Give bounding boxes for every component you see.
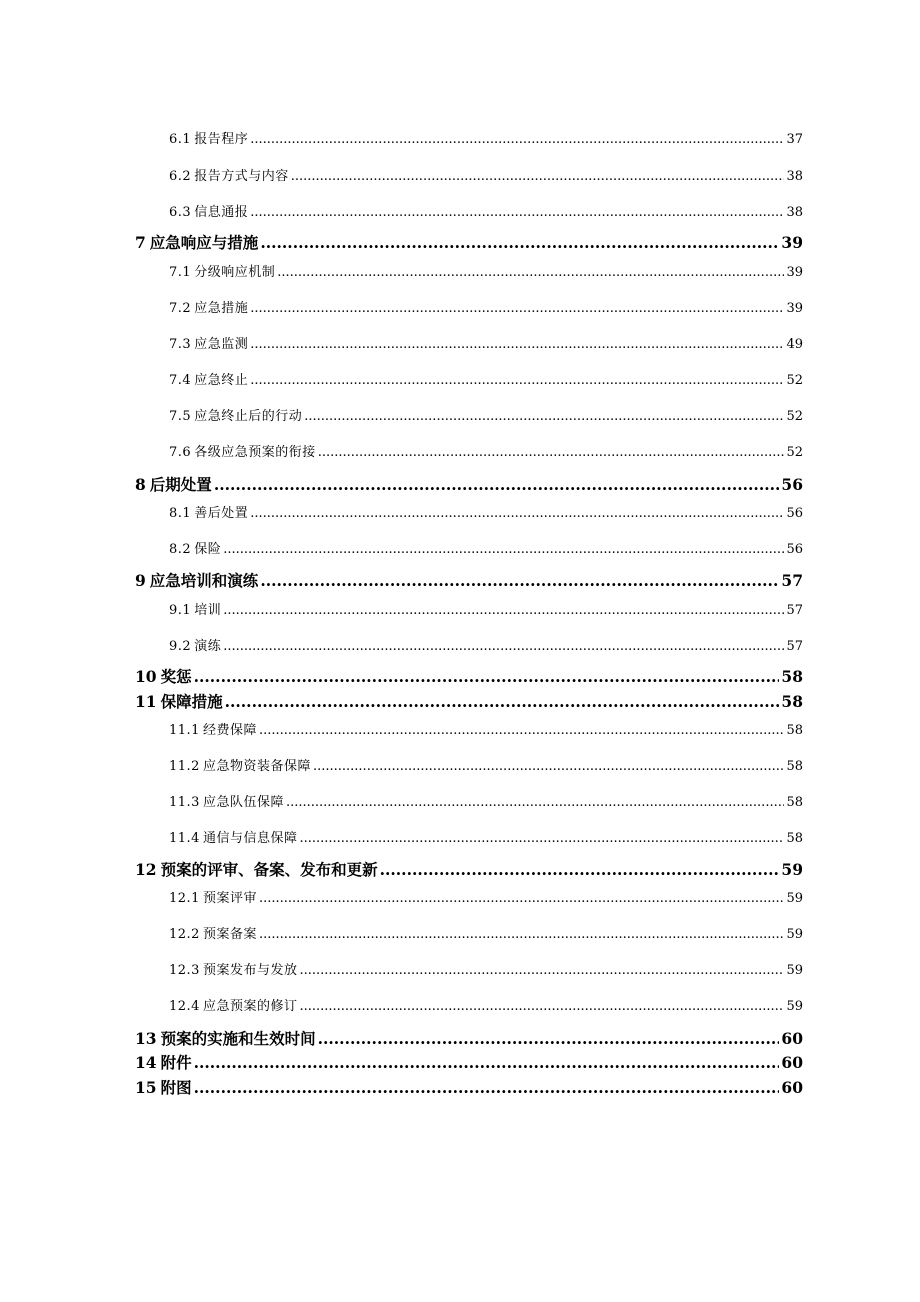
toc-entry-8-1[interactable] [169,505,803,523]
toc-dot-leader [250,505,784,523]
toc-entry-page: 59 [786,891,803,906]
toc-dot-leader [194,668,780,686]
toc-dot-leader [223,638,784,656]
toc-entry-11-1[interactable] [169,722,803,740]
toc-entry-page: 58 [786,723,803,738]
toc-dot-leader [250,131,784,149]
toc-dot-leader [225,693,780,711]
toc-entry-page: 39 [786,265,803,280]
toc-dot-leader [299,998,784,1016]
toc-entry-title: 后期处置 [149,475,212,494]
toc-entry-title: 通信与信息保障 [202,831,298,846]
toc-entry-11-4[interactable] [169,830,803,848]
toc-entry-number: 13 [135,1029,157,1048]
toc-entry-title: 善后处置 [194,506,249,521]
toc-entry-page: 60 [781,1053,803,1072]
toc-entry-number: 11.3 [169,795,200,810]
toc-entry-12[interactable] [135,861,803,879]
toc-entry-10[interactable] [135,668,803,686]
toc-entry-page: 52 [786,409,803,424]
toc-dot-leader [223,541,784,559]
toc-entry-page: 37 [786,132,803,147]
toc-entry-title: 预案评审 [202,891,257,906]
toc-entry-title: 应急预案的修订 [202,999,298,1014]
toc-entry-title: 应急培训和演练 [149,571,259,590]
toc-dot-leader [277,264,784,282]
toc-entry-12-2[interactable] [169,926,803,944]
toc-entry-page: 59 [786,999,803,1014]
toc-entry-title: 应急措施 [194,301,249,316]
toc-entry-13[interactable] [135,1030,803,1048]
toc-entry-6-1[interactable] [169,131,803,149]
toc-entry-page: 38 [786,169,803,184]
toc-dot-leader [194,1079,780,1097]
toc-entry-title: 奖惩 [160,667,192,686]
toc-entry-number: 11.2 [169,759,200,774]
toc-entry-page: 59 [781,860,803,879]
toc-entry-page: 56 [781,475,803,494]
toc-dot-leader [250,204,784,222]
toc-entry-page: 38 [786,205,803,220]
toc-dot-leader [260,234,779,252]
toc-dot-leader [380,861,780,879]
toc-entry-number: 10 [135,667,157,686]
toc-entry-title: 经费保障 [202,723,257,738]
toc-entry-title: 预案备案 [202,927,257,942]
toc-entry-page: 58 [786,831,803,846]
toc-dot-leader [223,602,784,620]
toc-dot-leader [286,794,784,812]
toc-dot-leader [304,408,784,426]
toc-entry-page: 39 [781,233,803,252]
toc-entry-page: 57 [786,603,803,618]
toc-entry-page: 58 [786,795,803,810]
toc-entry-title: 保险 [194,542,222,557]
toc-entry-number: 7.1 [169,265,192,280]
toc-entry-number: 12.4 [169,999,200,1014]
toc-entry-page: 57 [786,639,803,654]
toc-entry-number: 7 [135,233,146,252]
toc-entry-page: 60 [781,1029,803,1048]
toc-entry-title: 培训 [194,603,222,618]
toc-entry-number: 7.6 [169,445,192,460]
toc-entry-7-3[interactable] [169,336,803,354]
toc-entry-9[interactable] [135,572,803,590]
toc-entry-9-1[interactable] [169,602,803,620]
toc-entry-page: 59 [786,927,803,942]
toc-entry-page: 58 [786,759,803,774]
toc-entry-page: 58 [781,692,803,711]
toc-entry-title: 预案发布与发放 [202,963,298,978]
toc-entry-11-3[interactable] [169,794,803,812]
toc-entry-page: 58 [781,667,803,686]
toc-entry-12-4[interactable] [169,998,803,1016]
toc-entry-number: 7.3 [169,337,192,352]
toc-entry-number: 9.1 [169,603,192,618]
toc-entry-page: 56 [786,506,803,521]
toc-dot-leader [260,572,779,590]
toc-dot-leader [250,336,784,354]
toc-entry-page: 56 [786,542,803,557]
toc-entry-title: 各级应急预案的衔接 [194,445,316,460]
toc-entry-page: 60 [781,1078,803,1097]
toc-entry-number: 12.3 [169,963,200,978]
toc-entry-page: 57 [781,571,803,590]
toc-entry-number: 15 [135,1078,157,1097]
toc-entry-8-2[interactable] [169,541,803,559]
toc-dot-leader [259,722,784,740]
toc-entry-number: 9.2 [169,639,192,654]
toc-entry-title: 应急终止 [194,373,249,388]
toc-entry-number: 6.2 [169,169,192,184]
toc-entry-number: 8 [135,475,146,494]
toc-entry-number: 11.1 [169,723,200,738]
toc-entry-number: 11.4 [169,831,200,846]
toc-entry-title: 预案的实施和生效时间 [160,1029,316,1048]
toc-entry-title: 附图 [160,1078,192,1097]
toc-entry-title: 演练 [194,639,222,654]
toc-dot-leader [259,926,784,944]
toc-entry-15[interactable] [135,1079,803,1097]
toc-entry-title: 应急监测 [194,337,249,352]
toc-entry-page: 52 [786,373,803,388]
toc-entry-page: 39 [786,301,803,316]
toc-entry-page: 49 [786,337,803,352]
toc-entry-6-2[interactable] [169,168,803,186]
toc-dot-leader [194,1054,780,1072]
toc-entry-7-6[interactable] [169,444,803,462]
toc-entry-number: 6.1 [169,132,192,147]
toc-entry-title: 应急终止后的行动 [194,409,303,424]
toc-entry-11[interactable] [135,693,803,711]
toc-entry-number: 14 [135,1053,157,1072]
toc-entry-number: 8.1 [169,506,192,521]
toc-entry-title: 应急响应与措施 [149,233,259,252]
toc-entry-title: 保障措施 [160,692,223,711]
toc-entry-title: 报告程序 [194,132,249,147]
toc-dot-leader [318,1030,780,1048]
toc-entry-8[interactable] [135,476,803,494]
toc-entry-title: 应急物资装备保障 [202,759,311,774]
toc-entry-9-2[interactable] [169,638,803,656]
toc-entry-7-4[interactable] [169,372,803,390]
toc-entry-7-1[interactable] [169,264,803,282]
toc-entry-number: 12.2 [169,927,200,942]
toc-entry-number: 6.3 [169,205,192,220]
toc-entry-title: 预案的评审、备案、发布和更新 [160,860,378,879]
toc-entry-title: 应急队伍保障 [202,795,284,810]
toc-entry-12-1[interactable] [169,890,803,908]
toc-entry-page: 59 [786,963,803,978]
toc-entry-title: 分级响应机制 [194,265,276,280]
toc-dot-leader [250,300,784,318]
toc-dot-leader [313,758,784,776]
toc-entry-page: 52 [786,445,803,460]
toc-entry-title: 信息通报 [194,205,249,220]
toc-dot-leader [299,962,784,980]
toc-entry-number: 9 [135,571,146,590]
toc-dot-leader [299,830,784,848]
toc-entry-12-3[interactable] [169,962,803,980]
toc-entry-7-5[interactable] [169,408,803,426]
toc-entry-title: 报告方式与内容 [194,169,289,184]
toc-entry-7-2[interactable] [169,300,803,318]
toc-dot-leader [259,890,784,908]
toc-entry-14[interactable] [135,1054,803,1072]
toc-dot-leader [214,476,780,494]
toc-dot-leader [318,444,785,462]
toc-entry-number: 7.2 [169,301,192,316]
toc-entry-number: 11 [135,692,157,711]
toc-entry-number: 12 [135,860,157,879]
toc-entry-11-2[interactable] [169,758,803,776]
toc-entry-number: 12.1 [169,891,200,906]
toc-entry-title: 附件 [160,1053,192,1072]
toc-entry-6-3[interactable] [169,204,803,222]
toc-dot-leader [250,372,784,390]
toc-entry-number: 7.5 [169,409,192,424]
toc-entry-7[interactable] [135,234,803,252]
toc-dot-leader [291,168,785,186]
toc-entry-number: 7.4 [169,373,192,388]
toc-entry-number: 8.2 [169,542,192,557]
